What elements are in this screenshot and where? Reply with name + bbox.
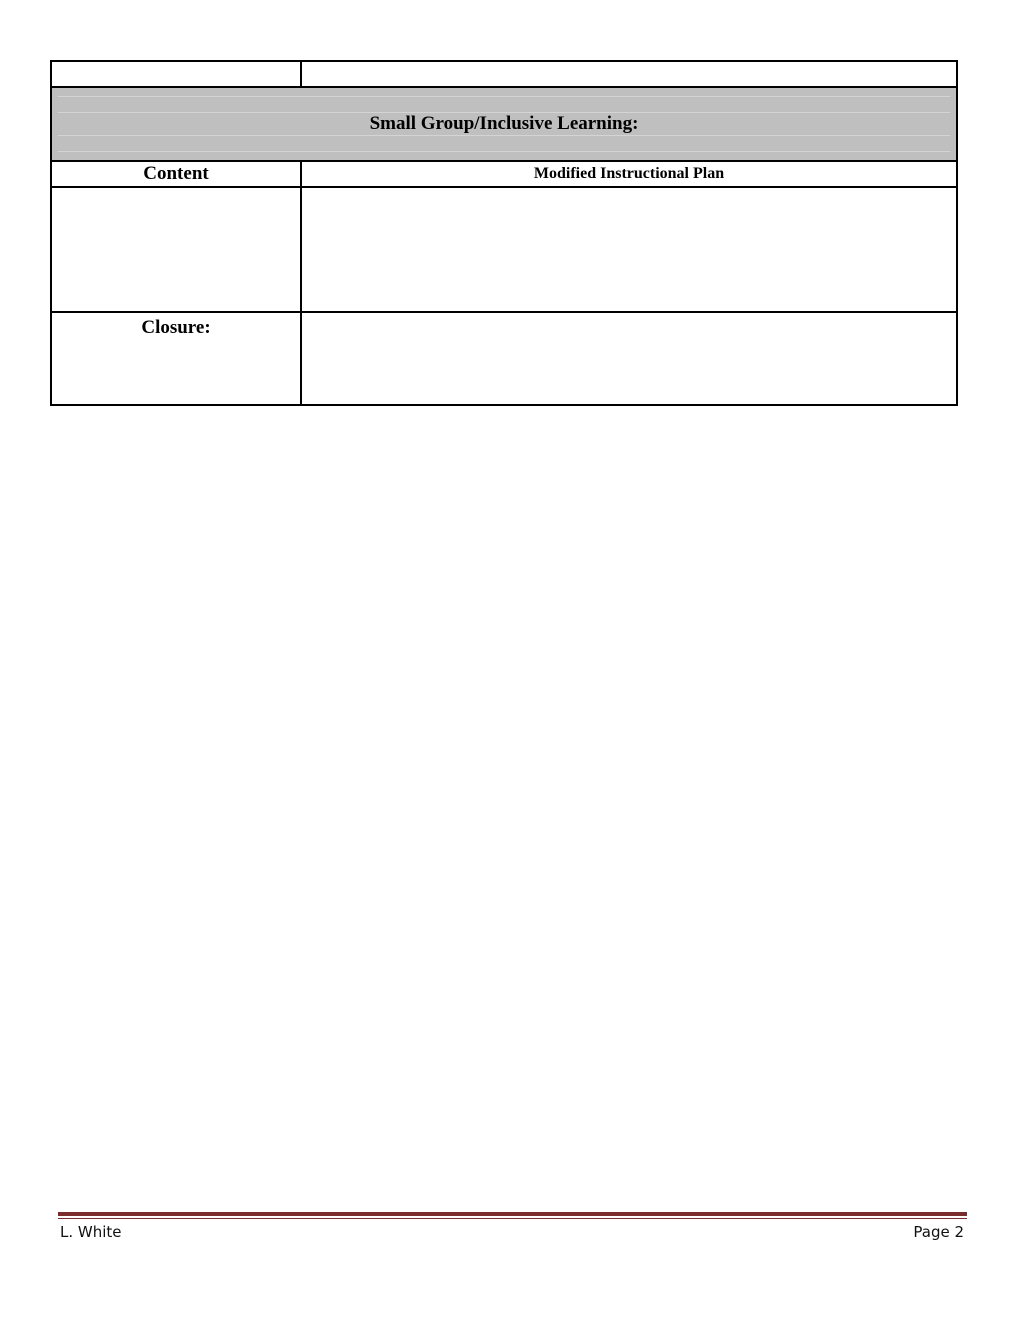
footer-page-number: Page 2	[913, 1223, 964, 1241]
empty-cell	[301, 61, 957, 87]
footer-rule-thin	[58, 1218, 967, 1219]
content-column-header: Content	[51, 161, 301, 187]
closure-row	[51, 312, 957, 405]
footer-author: L. White	[60, 1223, 122, 1241]
header-row	[51, 161, 957, 187]
table-row	[51, 61, 957, 87]
section-title: Small Group/Inclusive Learning:	[369, 113, 639, 134]
plan-cell	[301, 187, 957, 312]
banner-divider	[58, 135, 950, 136]
closure-label: Closure:	[51, 312, 301, 405]
footer-rule	[58, 1212, 967, 1216]
section-banner-row	[51, 87, 957, 161]
content-cell	[51, 187, 301, 312]
lesson-plan-table	[50, 60, 958, 406]
closure-plan-cell	[301, 312, 957, 405]
plan-column-header: Modified Instructional Plan	[301, 161, 957, 187]
empty-cell	[51, 61, 301, 87]
section-banner	[51, 87, 957, 161]
table-row	[51, 187, 957, 312]
